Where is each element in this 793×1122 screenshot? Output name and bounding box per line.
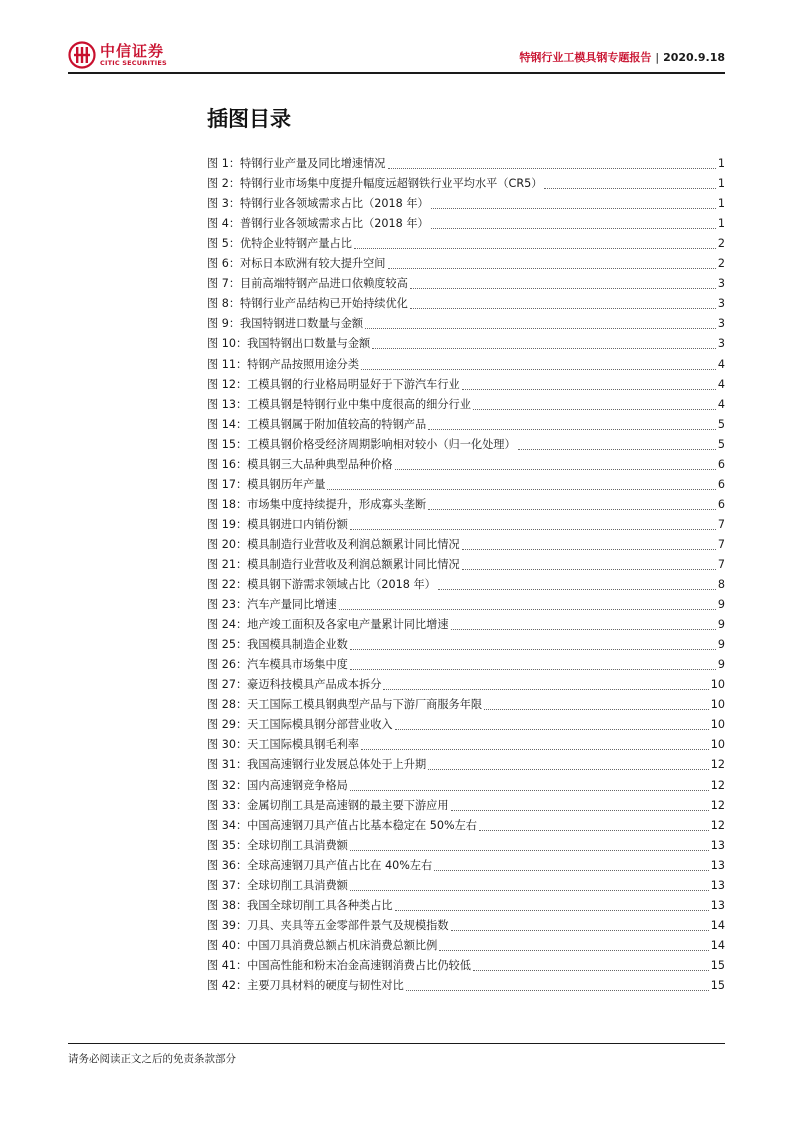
toc-entry-page[interactable]: 3 [717,277,725,291]
toc-entry-page[interactable]: 4 [717,397,725,411]
toc-entry-label[interactable]: 图 31：我国高速钢行业发展总体处于上升期 [207,758,427,772]
toc-entry[interactable] [207,314,725,334]
toc-entry-page[interactable]: 7 [717,537,725,551]
toc-dot-leader [438,588,716,590]
toc-entry-label[interactable]: 图 41：中国高性能和粉末冶金高速钢消费占比仍较低 [207,958,471,972]
toc-entry-label[interactable]: 图 11：特钢产品按照用途分类 [207,357,360,371]
toc-entry[interactable] [207,375,725,395]
toc-entry[interactable] [207,655,725,675]
toc-entry-label[interactable]: 图 38：我国全球切削工具各种类占比 [207,898,393,912]
toc-entry-label[interactable]: 图 23：汽车产量同比增速 [207,598,337,612]
toc-entry-page[interactable]: 6 [717,457,725,471]
toc-entry-page[interactable]: 9 [717,638,725,652]
toc-dot-leader [428,768,709,770]
toc-entry[interactable] [207,916,725,936]
toc-dot-leader [473,969,709,971]
toc-entry[interactable] [207,495,725,515]
toc-entry[interactable] [207,154,725,174]
toc-entry-page[interactable]: 9 [717,618,725,632]
toc-entry-page[interactable]: 6 [717,477,725,491]
toc-dot-leader [327,488,715,490]
toc-entry[interactable] [207,775,725,795]
toc-entry-label[interactable]: 图 25：我国模具制造企业数 [207,638,348,652]
toc-entry-label[interactable]: 图 26：汽车模具市场集中度 [207,658,348,672]
toc-entry[interactable] [207,234,725,254]
toc-entry-label[interactable]: 图 17：模具钢历年产量 [207,477,326,491]
toc-entry-page[interactable]: 3 [717,337,725,351]
toc-entry[interactable] [207,936,725,956]
toc-entry-page[interactable]: 10 [710,718,725,732]
toc-dot-leader [350,648,716,650]
toc-entry-label[interactable]: 图 30：天工国际模具钢毛利率 [207,738,360,752]
toc-entry-page[interactable]: 13 [710,878,725,892]
toc-entry[interactable] [207,876,725,896]
toc-dot-leader [350,528,716,530]
toc-entry-label[interactable]: 图 10：我国特钢出口数量与金额 [207,337,371,351]
toc-entry-page[interactable]: 15 [710,958,725,972]
toc-entry-label[interactable]: 图 39：刀具、夹具等五金零部件景气及规模指数 [207,918,449,932]
toc-entry-label[interactable]: 图 22：模具钢下游需求领域占比（2018 年） [207,578,436,592]
toc-entry[interactable] [207,395,725,415]
toc-dot-leader [361,368,716,370]
toc-entry[interactable] [207,254,725,274]
toc-entry-page[interactable]: 2 [717,237,725,251]
toc-entry-page[interactable]: 13 [710,838,725,852]
header-divider [68,72,725,74]
toc-dot-leader [354,247,716,249]
toc-entry-page[interactable]: 12 [710,798,725,812]
toc-entry[interactable] [207,194,725,214]
toc-dot-leader [406,989,709,991]
toc-dot-leader [410,307,716,309]
toc-entry[interactable] [207,595,725,615]
toc-entry[interactable] [207,435,725,455]
toc-dot-leader [372,347,716,349]
toc-entry-label[interactable]: 图 2：特钢行业市场集中度提升幅度远超钢铁行业平均水平（CR5） [207,177,543,191]
toc-entry-label[interactable]: 图 35：全球切削工具消费额 [207,838,348,852]
toc-entry[interactable] [207,836,725,856]
toc-entry-page[interactable]: 12 [710,818,725,832]
toc-dot-leader [395,468,716,470]
toc-dot-leader [473,408,716,410]
report-date: 2020.9.18 [663,51,725,64]
toc-entry-label[interactable]: 图 8：特钢行业产品结构已开始持续优化 [207,297,408,311]
toc-entry-page[interactable]: 10 [710,698,725,712]
toc-entry-page[interactable]: 5 [717,417,725,431]
logo-english-name: CITIC SECURITIES [100,59,167,67]
toc-entry[interactable] [207,515,725,535]
toc-dot-leader [410,287,716,289]
toc-dot-leader [395,909,709,911]
toc-entry[interactable] [207,274,725,294]
toc-entry[interactable] [207,294,725,314]
toc-dot-leader [479,829,709,831]
toc-dot-leader [462,388,716,390]
toc-dot-leader [350,849,709,851]
toc-entry-label[interactable]: 图 7：目前高端特钢产品进口依赖度较高 [207,277,408,291]
toc-entry-page[interactable]: 10 [710,678,725,692]
toc-entry-label[interactable]: 图 13：工模具钢是特钢行业中集中度很高的细分行业 [207,397,471,411]
toc-entry-label[interactable]: 图 37：全球切削工具消费额 [207,878,348,892]
toc-entry[interactable] [207,575,725,595]
toc-entry-label[interactable]: 图 34：中国高速钢刀具产值占比基本稳定在 50%左右 [207,818,477,832]
toc-entry-label[interactable]: 图 16：模具钢三大品种典型品种价格 [207,457,393,471]
toc-entry[interactable] [207,695,725,715]
toc-entry-page[interactable]: 12 [710,758,725,772]
toc-dot-leader [518,448,716,450]
toc-dot-leader [484,708,709,710]
toc-entry-label[interactable]: 图 5：优特企业特钢产量占比 [207,237,352,251]
toc-dot-leader [428,508,716,510]
toc-entry[interactable] [207,715,725,735]
citic-logo [68,41,167,69]
toc-entry-page[interactable]: 12 [710,778,725,792]
toc-entry[interactable] [207,635,725,655]
report-title-text: 特钢行业工模具钢专题报告 [519,51,652,64]
toc-dot-leader [451,628,716,630]
toc-entry[interactable] [207,796,725,816]
toc-entry-page[interactable]: 5 [717,437,725,451]
toc-entry[interactable] [207,896,725,916]
toc-entry-page[interactable]: 1 [717,157,725,171]
toc-entry-page[interactable]: 7 [717,517,725,531]
disclaimer-footer: 请务必阅读正文之后的免责条款部分 [68,1053,236,1065]
toc-entry-page[interactable]: 3 [717,317,725,331]
toc-entry[interactable] [207,174,725,194]
toc-entry-page[interactable]: 13 [710,858,725,872]
page-title: 插图目录 [207,107,291,131]
toc-dot-leader [339,608,716,610]
toc-entry-label[interactable]: 图 29：天工国际模具钢分部营业收入 [207,718,393,732]
toc-entry[interactable] [207,956,725,976]
toc-dot-leader [451,809,709,811]
toc-entry-label[interactable]: 图 9：我国特钢进口数量与金额 [207,317,364,331]
toc-entry-label[interactable]: 图 40：中国刀具消费总额占机床消费总额比例 [207,938,438,952]
toc-dot-leader [428,428,716,430]
toc-entry-label[interactable]: 图 3：特钢行业各领域需求占比（2018 年） [207,197,429,211]
report-title [519,49,725,65]
toc-dot-leader [395,728,709,730]
toc-entry-page[interactable]: 4 [717,357,725,371]
toc-dot-leader [388,267,716,269]
toc-dot-leader [431,227,716,229]
toc-entry-page[interactable]: 2 [717,257,725,271]
toc-dot-leader [439,949,708,951]
toc-entry-label[interactable]: 图 6：对标日本欧洲有较大提升空间 [207,257,386,271]
title-separator: | [655,51,660,64]
toc-entry[interactable] [207,334,725,354]
toc-dot-leader [350,789,709,791]
toc-entry-page[interactable]: 13 [710,898,725,912]
toc-entry[interactable] [207,415,725,435]
toc-entry-label[interactable]: 图 15：工模具钢价格受经济周期影响相对较小（归一化处理） [207,437,516,451]
toc-entry-page[interactable]: 8 [717,578,725,592]
toc-entry-page[interactable]: 1 [717,177,725,191]
toc-entry-label[interactable]: 图 28：天工国际工模具钢典型产品与下游厂商服务年限 [207,698,483,712]
toc-entry-page[interactable]: 9 [717,658,725,672]
toc-entry-label[interactable]: 图 4：普钢行业各领域需求占比（2018 年） [207,217,429,231]
toc-entry[interactable] [207,735,725,755]
toc-entry-label[interactable]: 图 14：工模具钢属于附加值较高的特钢产品 [207,417,427,431]
toc-entry[interactable] [207,976,725,996]
toc-dot-leader [388,167,716,169]
toc-entry[interactable] [207,455,725,475]
toc-entry-page[interactable]: 3 [717,297,725,311]
toc-dot-leader [383,688,708,690]
page-header [0,0,793,80]
toc-dot-leader [451,929,709,931]
toc-entry[interactable] [207,615,725,635]
toc-entry-label[interactable]: 图 24：地产竣工面积及各家电产量累计同比增速 [207,618,449,632]
toc-dot-leader [431,207,716,209]
toc-dot-leader [434,869,709,871]
toc-entry[interactable] [207,856,725,876]
toc-dot-leader [365,327,716,329]
toc-dot-leader [350,668,716,670]
toc-entry-page[interactable]: 14 [710,918,725,932]
toc-entry-page[interactable]: 1 [717,217,725,231]
toc-entry-label[interactable]: 图 19：模具钢进口内销份额 [207,517,348,531]
toc-entry[interactable] [207,755,725,775]
toc-entry[interactable] [207,475,725,495]
toc-dot-leader [462,568,716,570]
toc-entry-page[interactable]: 7 [717,557,725,571]
toc-entry-page[interactable]: 4 [717,377,725,391]
toc-entry-label[interactable]: 图 21：模具制造行业营收及利润总额累计同比情况 [207,557,460,571]
citic-logo-icon [68,41,96,69]
toc-entry-label[interactable]: 图 33：金属切削工具是高速钢的最主要下游应用 [207,798,449,812]
toc-dot-leader [350,889,709,891]
toc-entry[interactable] [207,535,725,555]
toc-entry-label[interactable]: 图 18：市场集中度持续提升，形成寡头垄断 [207,497,427,511]
toc-dot-leader [544,187,715,189]
toc-entry[interactable] [207,675,725,695]
toc-entry-page[interactable]: 15 [710,978,725,992]
toc-entry-label[interactable]: 图 27：豪迈科技模具产品成本拆分 [207,678,382,692]
figure-list [207,154,725,996]
toc-dot-leader [361,748,709,750]
toc-entry-page[interactable]: 10 [710,738,725,752]
toc-entry[interactable] [207,354,725,374]
toc-entry-label[interactable]: 图 32：国内高速钢竞争格局 [207,778,348,792]
toc-entry-page[interactable]: 9 [717,598,725,612]
toc-entry-label[interactable]: 图 36：全球高速钢刀具产值占比在 40%左右 [207,858,433,872]
logo-chinese-name: 中信证券 [100,42,165,60]
toc-entry-page[interactable]: 6 [717,497,725,511]
toc-entry-label[interactable]: 图 42：主要刀具材料的硬度与韧性对比 [207,978,404,992]
toc-entry[interactable] [207,214,725,234]
toc-entry-page[interactable]: 1 [717,197,725,211]
toc-entry-label[interactable]: 图 12：工模具钢的行业格局明显好于下游汽车行业 [207,377,460,391]
toc-entry[interactable] [207,555,725,575]
toc-entry-label[interactable]: 图 1：特钢行业产量及同比增速情况 [207,157,386,171]
toc-entry[interactable] [207,816,725,836]
footer-divider [68,1043,725,1044]
toc-entry-label[interactable]: 图 20：模具制造行业营收及利润总额累计同比情况 [207,537,460,551]
toc-entry-page[interactable]: 14 [710,938,725,952]
toc-dot-leader [462,548,716,550]
